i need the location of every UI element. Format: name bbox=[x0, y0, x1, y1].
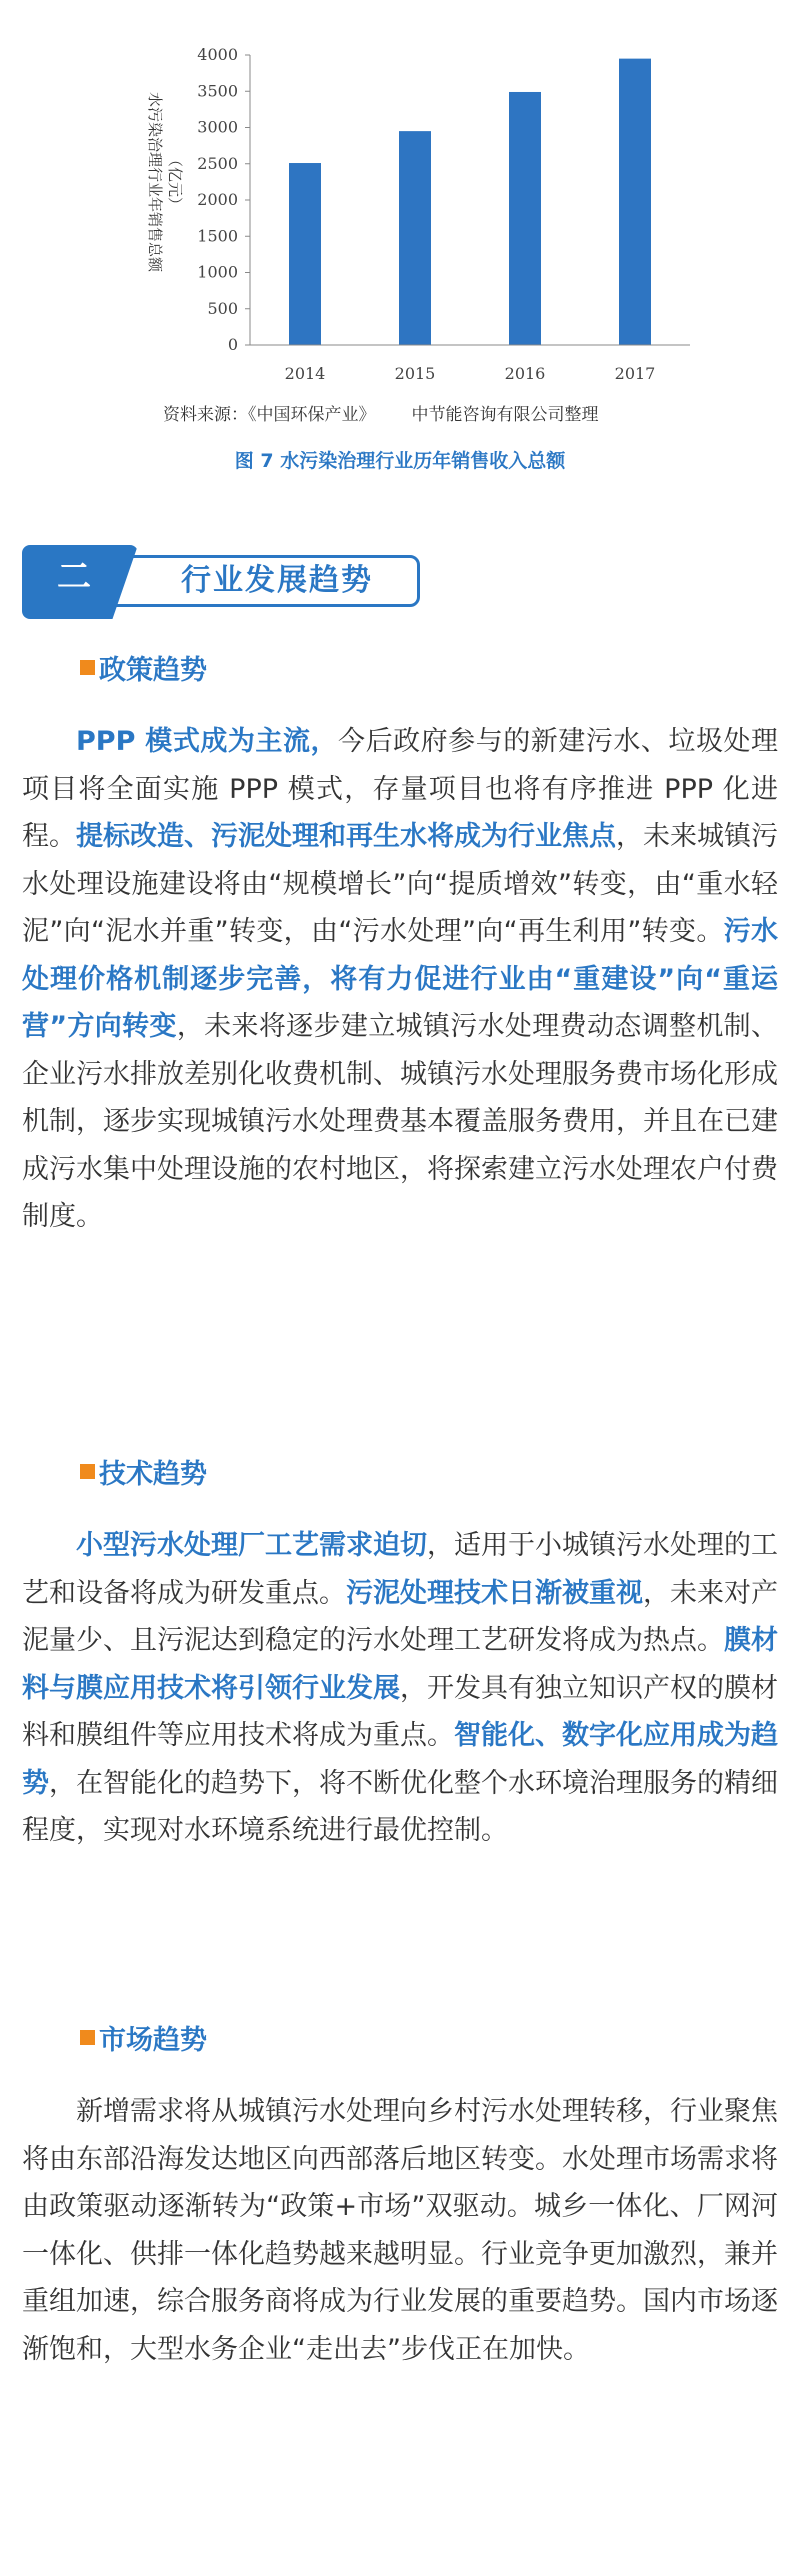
source-org: 中节能咨询有限公司整理 bbox=[411, 405, 599, 425]
market-heading bbox=[80, 2018, 207, 2057]
tech-highlight-3: 膜材料与膜应用技术将引领行业发展 bbox=[22, 1625, 778, 1704]
source-note bbox=[163, 400, 599, 425]
orange-square-icon bbox=[80, 660, 95, 675]
y-tick-label: 500 bbox=[207, 298, 238, 318]
bar-2016 bbox=[509, 92, 541, 345]
bar-2015 bbox=[399, 131, 431, 345]
tech-heading bbox=[80, 1452, 207, 1491]
market-paragraph: 新增需求将从城镇污水处理向乡村污水处理转移，行业聚焦将由东部沿海发达地区向西部落后地区转变。水处理市场需求将由政策驱动逐渐转为“政策+市场”双驱动。城乡一体化、厂网河一体化、供排一体化趋势越来越明显。行业竞争更加激烈，兼并重组加速，综合服务商将成为行业发展的重要趋势。国内市场逐渐饱和，大型水务企业“走出去”步伐正在加快。 bbox=[22, 2096, 778, 2365]
policy-heading-text: 政策趋势 bbox=[99, 655, 207, 686]
policy-highlight-1: PPP 模式成为主流， bbox=[76, 726, 339, 757]
bar-chart bbox=[0, 0, 800, 400]
y-tick-label: 2000 bbox=[197, 190, 238, 209]
policy-highlight-3: 污水处理价格机制逐步完善，将有力促进行业由“重建设”向“重运营”方向转变 bbox=[22, 916, 778, 1042]
tech-text-3: ，开发具有独立知识产权的膜材料和膜组件等应用技术将成为重点。 bbox=[22, 1672, 778, 1751]
y-tick-label: 0 bbox=[227, 335, 238, 354]
source-label: 资料来源：《中国环保产业》 bbox=[163, 405, 376, 425]
market-heading-text: 市场趋势 bbox=[99, 2025, 207, 2056]
y-tick-label: 1000 bbox=[197, 262, 238, 282]
policy-highlight-2: 提标改造、污泥处理和再生水将成为行业焦点 bbox=[76, 821, 616, 852]
y-tick-label: 3500 bbox=[197, 81, 238, 101]
y-tick-label: 1500 bbox=[197, 226, 238, 246]
y-tick-label: 4000 bbox=[197, 45, 238, 64]
y-axis-title-line1: 水污染治理行业年销售总额 bbox=[146, 91, 164, 273]
bar-2014 bbox=[289, 163, 321, 345]
tech-highlight-4: 智能化、数字化应用成为趋势 bbox=[22, 1720, 778, 1799]
section-title: 行业发展趋势 bbox=[181, 563, 373, 598]
y-axis-title-line2: （亿元） bbox=[166, 151, 184, 213]
tech-paragraph bbox=[22, 1522, 778, 1855]
orange-square-icon bbox=[80, 2030, 95, 2045]
x-tick-label: 2016 bbox=[504, 364, 546, 383]
tech-text-4: ，在智能化的趋势下，将不断优化整个水环境治理服务的精细程度，实现对水环境系统进行最优控制。 bbox=[22, 1767, 778, 1846]
tech-highlight-1: 小型污水处理厂工艺需求迫切 bbox=[76, 1530, 427, 1561]
tech-highlight-2: 污泥处理技术日渐被重视 bbox=[346, 1577, 643, 1609]
y-tick-label: 3000 bbox=[197, 117, 238, 137]
y-tick-label: 2500 bbox=[197, 153, 238, 173]
x-tick-label: 2014 bbox=[284, 364, 326, 383]
policy-text-3: ，未来将逐步建立城镇污水处理费动态调整机制、企业污水排放差别化收费机制、城镇污水处理服务费市场化形成机制，逐步实现城镇污水处理费基本覆盖服务费用，并且在已建成污水集中处理设施的农村地区，将探索建立污水处理农户付费制度。 bbox=[22, 1011, 779, 1232]
bar-2017 bbox=[619, 59, 651, 345]
section-number: 二 bbox=[57, 557, 91, 597]
policy-paragraph bbox=[22, 718, 778, 1241]
figure-caption: 图 7 水污染治理行业历年销售收入总额 bbox=[234, 450, 566, 472]
x-tick-label: 2015 bbox=[394, 364, 436, 383]
policy-text-1: 今后政府参与的新建污水、垃圾处理项目将全面实施 PPP 模式，存量项目也将有序推进 PPP 化进程。 bbox=[22, 726, 779, 852]
tech-heading-text: 技术趋势 bbox=[99, 1459, 207, 1490]
policy-heading bbox=[80, 648, 207, 687]
tech-text-1: ，适用于小城镇污水处理的工艺和设备将成为研发重点。 bbox=[22, 1530, 778, 1609]
tech-text-2: ，未来对产泥量少、且污泥达到稳定的污水处理工艺研发将成为热点。 bbox=[22, 1577, 778, 1656]
policy-text-2: ，未来城镇污水处理设施建设将由“规模增长”向“提质增效”转变，由“重水轻泥”向“泥水并重”转变，由“污水处理”向“再生利用”转变。 bbox=[22, 821, 778, 947]
orange-square-icon bbox=[80, 1464, 95, 1479]
x-tick-label: 2017 bbox=[614, 364, 656, 383]
y-axis-title bbox=[146, 92, 184, 273]
section-banner bbox=[22, 545, 422, 619]
